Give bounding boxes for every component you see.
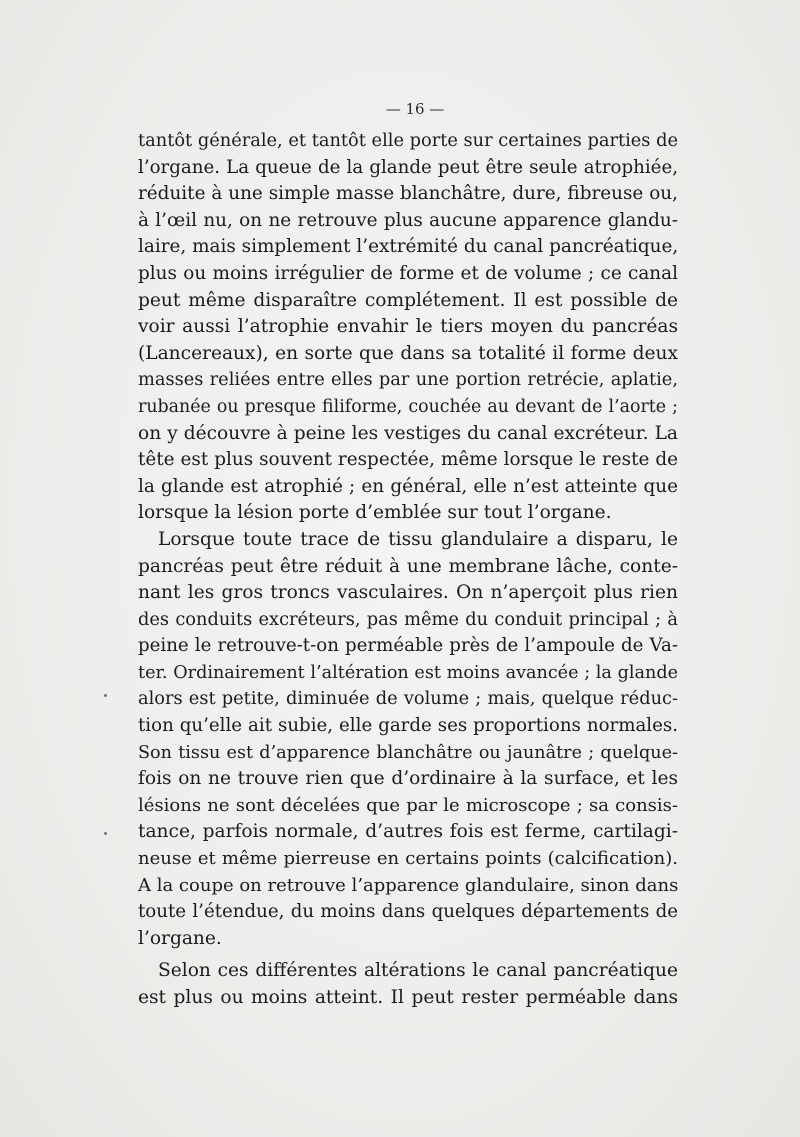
text-line: A la coupe on retrouve l’apparence glandulaire, sinon dans [138, 874, 679, 896]
text-line: peut même disparaître complétement. Il est possible de [138, 289, 678, 311]
text-line: des conduits excréteurs, pas même du conduit principal ; à [138, 608, 678, 630]
text-line: alors est petite, diminuée de volume ; mais, quelque réduc- [138, 688, 678, 710]
text-line: tantôt générale, et tantôt elle porte sur certaines parties de [138, 130, 678, 151]
text-line: lésions ne sont décelées que par le microscope ; sa consis- [138, 794, 678, 816]
text-line: neuse et même pierreuse en certains points (calcification). [138, 848, 678, 870]
text-line: est plus ou moins atteint. Il peut rester perméable dans [138, 987, 678, 1008]
text-line: tête est plus souvent respectée, même lorsque le reste de [138, 449, 678, 471]
text-line: on y découvre à peine les vestiges du canal excréteur. La [138, 422, 678, 444]
text-line: à l’œil nu, on ne retrouve plus aucune apparence glandu- [138, 209, 678, 231]
text-line: pancréas peut être réduit à une membrane lâche, conte- [138, 555, 678, 577]
paragraph-1 [138, 128, 678, 527]
text-line: la glande est atrophié ; en général, elle n’est atteinte que [138, 475, 678, 497]
body-text [138, 128, 678, 1012]
text-line: rubanée ou presque filiforme, couchée au devant de l’aorte ; [138, 396, 678, 417]
text-line: nant les gros troncs vasculaires. On n’aperçoit plus rien [138, 582, 678, 604]
paper-speck [104, 694, 107, 697]
text-line: ter. Ordinairement l’altération est moins avancée ; la glande [138, 662, 678, 683]
text-line: fois on ne trouve rien que d’ordinaire à la surface, et les [138, 768, 678, 790]
text-line: réduite à une simple masse blanchâtre, dure, fibreuse ou, [138, 183, 678, 205]
text-line: l’organe. [138, 927, 222, 949]
text-line: Lorsque toute trace de tissu glandulaire a disparu, le [158, 528, 678, 550]
text-line: Son tissu est d’apparence blanchâtre ou jaunâtre ; quelque- [138, 742, 678, 763]
text-line: lorsque la lésion porte d’emblée sur tout l’organe. [138, 502, 612, 524]
text-line: laire, mais simplement l’extrémité du canal pancréatique, [138, 236, 679, 258]
text-line: tion qu’elle ait subie, elle garde ses proportions normales. [138, 715, 678, 737]
text-line: voir aussi l’atrophie envahir le tiers moyen du pancréas [138, 316, 678, 338]
text-line: peine le retrouve-t-on perméable près de l’ampoule de Va- [138, 635, 678, 657]
text-line: plus ou moins irrégulier de forme et de volume ; ce canal [138, 262, 678, 284]
text-line: (Lancereaux), en sorte que dans sa totalité il forme deux [138, 342, 678, 364]
text-line: l’organe. La queue de la glande peut être seule atrophiée, [138, 156, 678, 178]
text-line: tance, parfois normale, d’autres fois est ferme, cartilagi- [138, 821, 678, 843]
paper-speck [104, 832, 107, 835]
page-number: — 16 — [385, 100, 445, 118]
paragraph-2 [138, 527, 678, 953]
text-line: Selon ces différentes altérations le canal pancréatique [158, 960, 678, 982]
text-line: toute l’étendue, du moins dans quelques départements de [138, 901, 678, 923]
paragraph-3 [138, 958, 678, 1011]
text-line: masses reliées entre elles par une portion retrécie, aplatie, [138, 369, 678, 391]
